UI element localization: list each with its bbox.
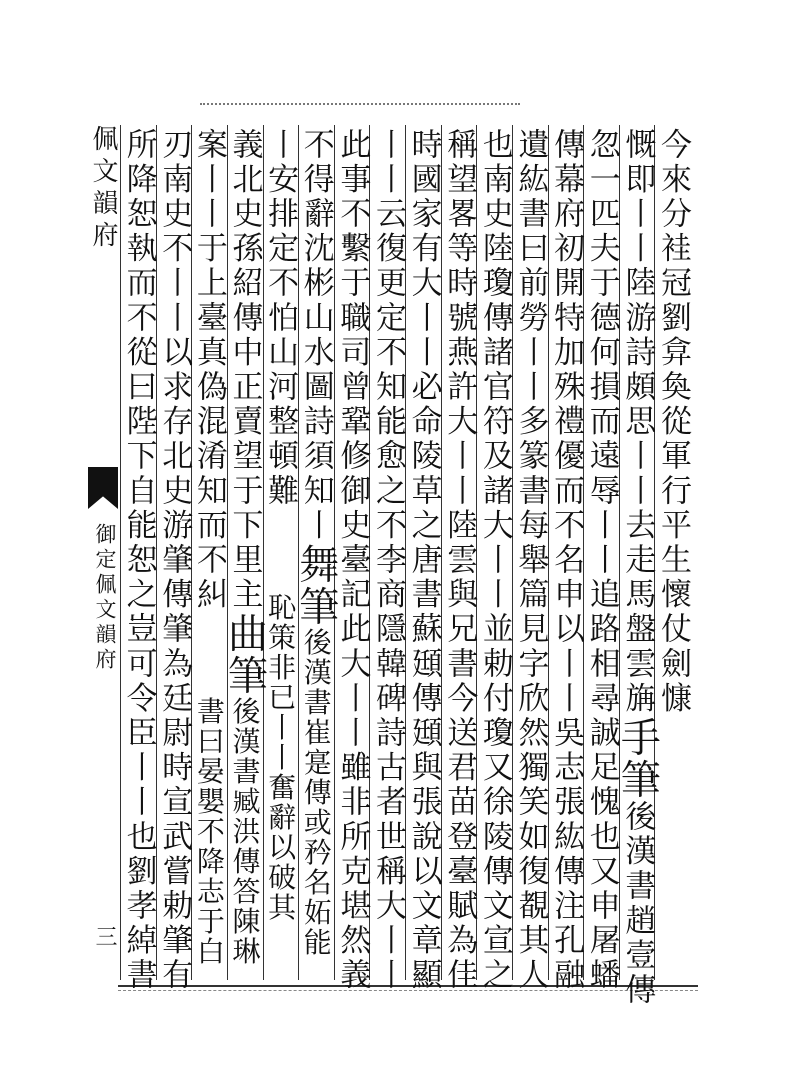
top-rule: [200, 103, 520, 105]
column-text: 忽一匹夫于德何損而遠辱丨丨追路相尋誠足愧也又申屠蟠: [583, 128, 620, 993]
text-column-16: [120, 128, 157, 993]
column-text: 刃南史不丨丨以求存北史游肇傳肇為廷尉時宣武嘗勅肇有: [156, 128, 193, 993]
text-column-11: [292, 128, 339, 978]
column-text: 後漢書臧洪傳答陳琳: [228, 696, 262, 967]
column-text: 所降恕執而不從曰陛下自能恕之豈可令臣丨丨也劉孝綽書: [120, 128, 157, 993]
text-column-6: [476, 128, 513, 993]
column-text: 遺紘書曰前勞丨丨多篆書每舉篇見字欣然獨笑如復覩其人: [512, 128, 549, 993]
text-column-10: [334, 128, 371, 993]
text-column-13: [221, 128, 268, 978]
fish-tail-mark-icon: [88, 467, 118, 509]
text-column-1: [654, 128, 690, 978]
column-text: 慨即丨丨陸游詩頗思丨丨去走馬盤雲㫋: [619, 128, 656, 717]
column-text: 丨安排定不怕山河整頓難: [262, 128, 299, 509]
column-text: 案丨丨于上臺真偽混淆知而不糾: [190, 128, 227, 613]
column-text: 義北史孫紹傳中正賣望于下里主: [226, 128, 263, 613]
entry-heading: 舞筆: [292, 543, 339, 628]
column-text: 稱望畧等時號燕許大丨丨陸雲與兄書今送君苗登臺賦為佳: [441, 128, 478, 993]
column-text: 丨丨云復更定不知能愈之不李商隱韓碑詩古者世稱大丨丨: [370, 128, 406, 993]
entry-heading: 曲筆: [221, 612, 268, 697]
column-text: 時國家有大丨丨必命陵草之唐書蘇頲傳頲與張說以文章顯: [405, 128, 442, 993]
text-column-5: [512, 128, 549, 993]
column-text: 後漢書崔寔傳或矜名妬能: [299, 627, 333, 958]
column-text: 恥策非已丨丨奮辭以破其: [264, 592, 298, 923]
margin-header: [86, 125, 120, 985]
text-column-8: [405, 128, 442, 993]
entry-heading: 手筆: [614, 716, 661, 801]
column-text: 今來分袿冠劉弇奐從軍行平生懷仗劍慷: [655, 128, 691, 717]
text-column-14: [191, 128, 227, 978]
book-title: 御定佩文韻府: [93, 523, 117, 673]
text-column-2: [614, 128, 661, 1008]
text-column-12: [263, 128, 299, 978]
folio-number: 三: [92, 925, 117, 947]
column-text: 此事不繫于職司曾鞏修御史臺記此大丨丨雖非所克堪然義: [334, 128, 371, 993]
column-text: 後漢書趙壹傳: [619, 800, 656, 1008]
margin-title: 佩文韻府: [88, 125, 118, 253]
column-text: 也南史陸瓊傳諸官符及諸大丨丨並勅付瓊又徐陵傳文宣之: [476, 128, 513, 993]
column-text: 不得辭沈彬山水圖詩須知丨: [297, 128, 334, 544]
text-column-3: [583, 128, 620, 993]
text-column-7: [441, 128, 478, 993]
text-column-4: [548, 128, 585, 993]
column-text: 傳幕府初開特加殊禮優而不名申以丨丨吳志張紘傳注孔融: [548, 128, 585, 993]
text-column-9: [369, 128, 406, 993]
text-column-15: [156, 128, 193, 993]
column-text: 書曰晏嬰不降志于白: [192, 696, 226, 967]
